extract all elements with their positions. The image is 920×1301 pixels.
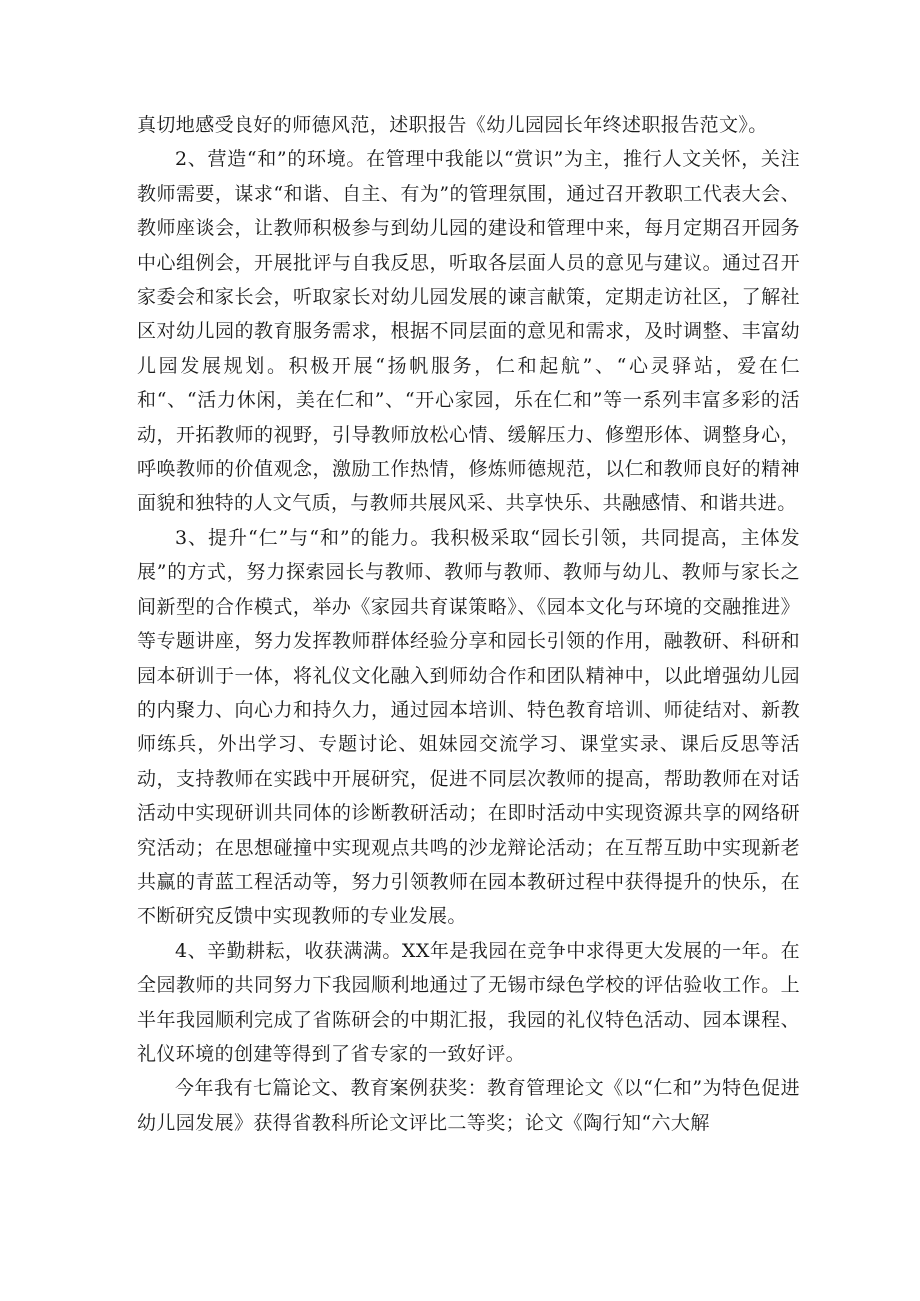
paragraph-awards: 今年我有七篇论文、教育案例获奖：教育管理论文《以“仁和”为特色促进幼儿园发展》获得省教科所论文评比二等奖；论文《陶行知“六大解 xyxy=(137,1077,800,1134)
paragraph-4-harvest: 4、辛勤耕耘，收获满满。XX年是我园在竞争中求得更大发展的一年。在全园教师的共同努力下我园顺利地通过了无锡市绿色学校的评估验收工作。上半年我园顺利完成了省陈研会的中期汇报，我园的礼仪特色活动、园本课程、礼仪环境的创建等得到了省专家的一致好评。 xyxy=(137,939,800,1065)
paragraph-2-environment: 2、营造“和”的环境。在管理中我能以“赏识”为主，推行人文关怀，关注教师需要，谋求“和谐、自主、有为”的管理氛围，通过召开教职工代表大会、教师座谈会，让教师积极参与到幼儿园的建设和管理中来，每月定期召开园务中心组例会，开展批评与自我反思，听取各层面人员的意见与建议。通过召开家委会和家长会，听取家长对幼儿园发展的谏言献策，定期走访社区，了解社区对幼儿园的教育服务需求，根据不同层面的意见和需求，及时调整、丰富幼儿园发展规划。积极开展“扬帆服务，仁和起航”、“心灵驿站，爱在仁和“、“活力休闲，美在仁和”、“开心家园，乐在仁和”等一系列丰富多彩的活动，开拓教师的视野，引导教师放松心情、缓解压力、修塑形体、调整身心，呼唤教师的价值观念，激励工作热情，修炼师德规范，以仁和教师良好的精神面貌和独特的人文气质，与教师共展风采、共享快乐、共融感情、和谐共进。 xyxy=(137,148,800,515)
paragraph-continuation: 真切地感受良好的师德风范，述职报告《幼儿园园长年终述职报告范文》。 xyxy=(137,114,768,136)
document-body xyxy=(137,108,800,1140)
paragraph-3-ability: 3、提升“仁”与“和”的能力。我积极采取“园长引领，共同提高，主体发展”的方式，努力探索园长与教师、教师与教师、教师与幼儿、教师与家长之间新型的合作模式，举办《家园共育谋策略》、《园本文化与环境的交融推进》等专题讲座，努力发挥教师群体经验分享和园长引领的作用，融教研、科研和园本研训于一体，将礼仪文化融入到师幼合作和团队精神中，以此增强幼儿园的内聚力、向心力和持久力，通过园本培训、特色教育培训、师徒结对、新教师练兵，外出学习、专题讨论、姐妹园交流学习、课堂实录、课后反思等活动，支持教师在实践中开展研究，促进不同层次教师的提高，帮助教师在对话活动中实现研训共同体的诊断教研活动；在即时活动中实现资源共享的网络研究活动；在思想碰撞中实现观点共鸣的沙龙辩论活动；在互帮互助中实现新老共赢的青蓝工程活动等，努力引领教师在园本教研过程中获得提升的快乐，在不断研究反馈中实现教师的专业发展。 xyxy=(137,526,800,928)
